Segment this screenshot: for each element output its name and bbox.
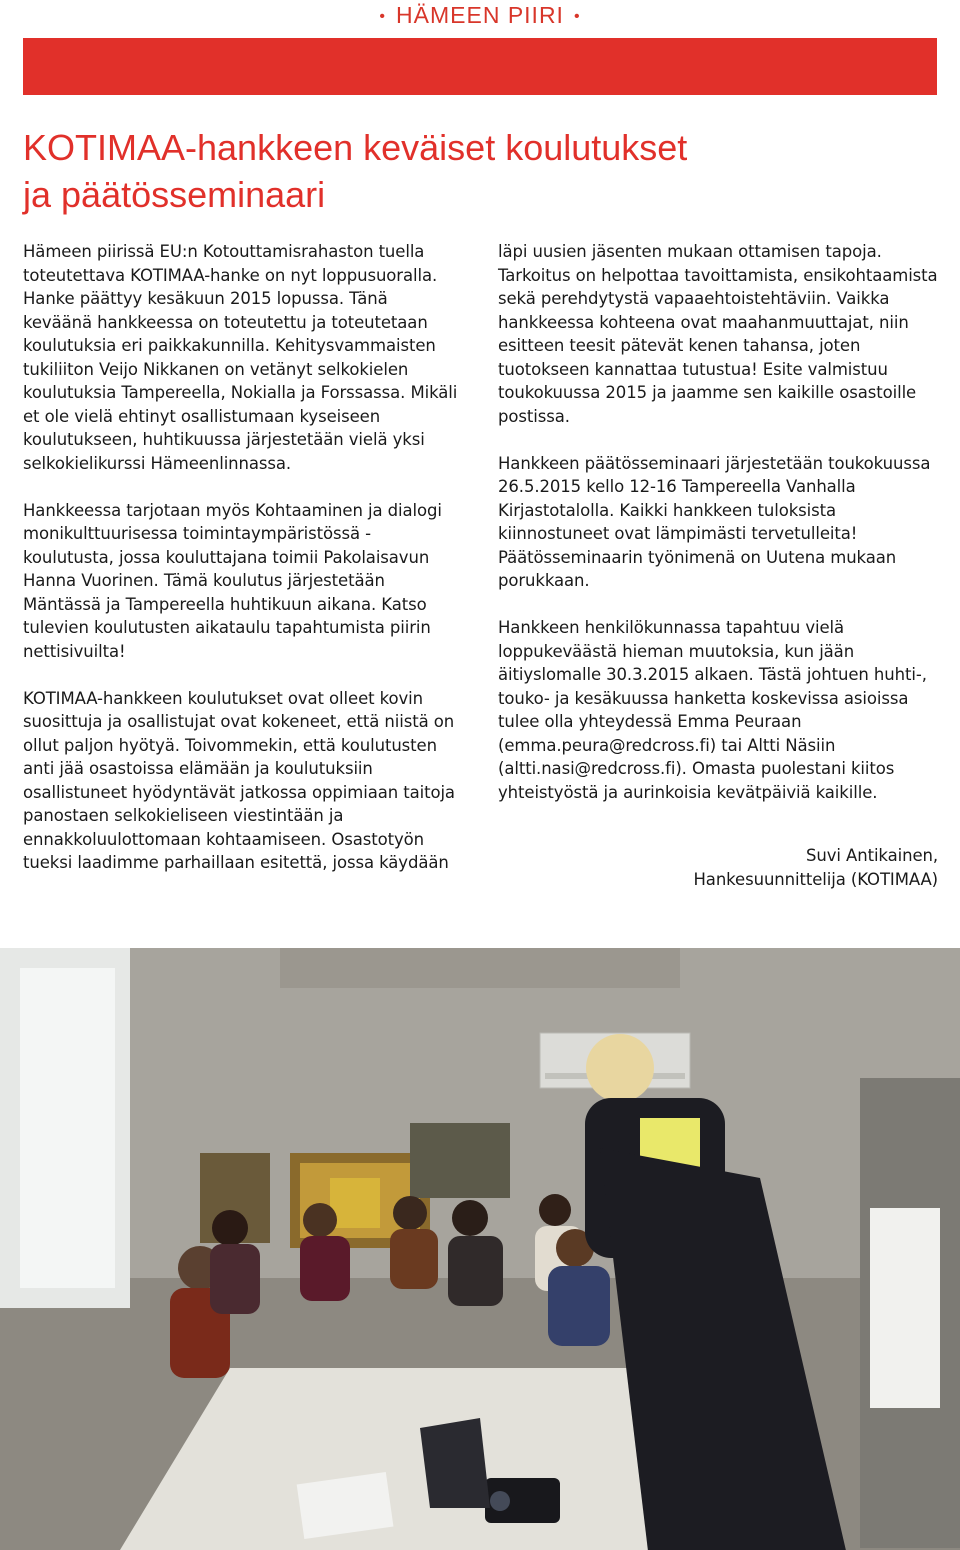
right-column [498, 240, 938, 915]
bullet-dot-right: • [573, 7, 581, 25]
article-title [23, 124, 937, 218]
left-column [23, 240, 459, 898]
article-title-line1: KOTIMAA-hankkeen keväiset koulutukset [23, 127, 688, 168]
paragraph: Hankkeen päätösseminaari järjestetään toukokuussa 26.5.2015 kello 12-16 Tampereella Vanhalla Kirjastotalolla. Kaikki hankkeen tuloksista kiinnostuneet ovat lämpimästi tervetulleita! Päätösseminaarin työnimenä on Uutena mukaan porukkaan. [498, 453, 931, 590]
signature [498, 844, 938, 891]
training-session-photo [0, 948, 960, 1550]
paragraph: läpi uusien jäsenten mukaan ottamisen tapoja. Tarkoitus on helpottaa tavoittamista, ensikohtaamista sekä perehdytystä vapaaehtoistehtäviin. Vaikka hankkeessa kohteena ovat maahanmuuttajat, niin esitteen teesit pätevät kenen tahansa, joten tuotokseen kannattaa tutustua! Esite valmistuu toukokuussa 2015 ja jaamme sen kaikille osastoille postissa. [498, 242, 938, 426]
signature-role: Hankesuunnittelija (KOTIMAA) [693, 869, 938, 889]
paragraph: Hankkeen henkilökunnassa tapahtuu vielä loppukeväästä hieman muutoksia, kun jään äitiyslomalle 30.3.2015 alkaen. Tästä johtuen huhti-, touko- ja kesäkuussa hanketta koskevissa asioissa tulee olla yhteydessä Emma Peuraan (emma.peura@redcross.fi) tai Altti Näsiin (altti.nasi@redcross.fi). Omasta puolestani kiitos yhteistyöstä ja aurinkoisia kevätpäiviä kaikille. [498, 618, 927, 802]
signature-name: Suvi Antikainen, [806, 846, 938, 865]
paragraph: Hankkeessa tarjotaan myös Kohtaaminen ja dialogi monikulttuurisessa toimintaympäristössä -koulutusta, jossa kouluttajana toimii Pakolaisavun Hanna Vuorinen. Tämä koulutus järjestetään Mäntässä ja Tampereella huhtikuun aikana. Katso tulevien koulutusten aikataulu tapahtumista piirin nettisivuilta! [23, 500, 442, 661]
article-title-line2: ja päätösseminaari [23, 174, 326, 215]
bullet-dot-left: • [379, 7, 387, 25]
section-label [0, 2, 960, 29]
paragraph: KOTIMAA-hankkeen koulutukset ovat olleet kovin suosittuja ja osallistujat ovat kokeneet, että niistä on ollut paljon hyötyä. Toivommekin, että koulutusten anti jää osastoissa elämään ja koulutuksiin osallistuneet hyödyntävät jatkossa oppimiaan taitoja panostaen selkokieliseen viestintään ja ennakkoluulottomaan kohtaamiseen. Osastotyön tueksi laadimme parhaillaan esitettä, jossa käydään [23, 688, 455, 872]
section-label-text: HÄMEEN PIIRI [396, 2, 564, 28]
header-red-bar [23, 38, 937, 95]
paragraph: Hämeen piirissä EU:n Kotouttamisrahaston tuella toteutettava KOTIMAA-hanke on nyt loppusuoralla. Hanke päättyy kesäkuun 2015 lopussa. Tänä keväänä hankkeessa on toteutettu ja toteutetaan koulutuksia eri paikkakunnilla. Kehitysvammaisten tukiliiton Veijo Nikkanen on vetänyt selkokielen koulutuksia Tampereella, Nokialla ja Forssassa. Mikäli et ole vielä ehtinyt osallistumaan kyseiseen koulutukseen, huhtikuussa järjestetään vielä yksi selkokielikurssi Hämeenlinnassa. [23, 242, 458, 473]
